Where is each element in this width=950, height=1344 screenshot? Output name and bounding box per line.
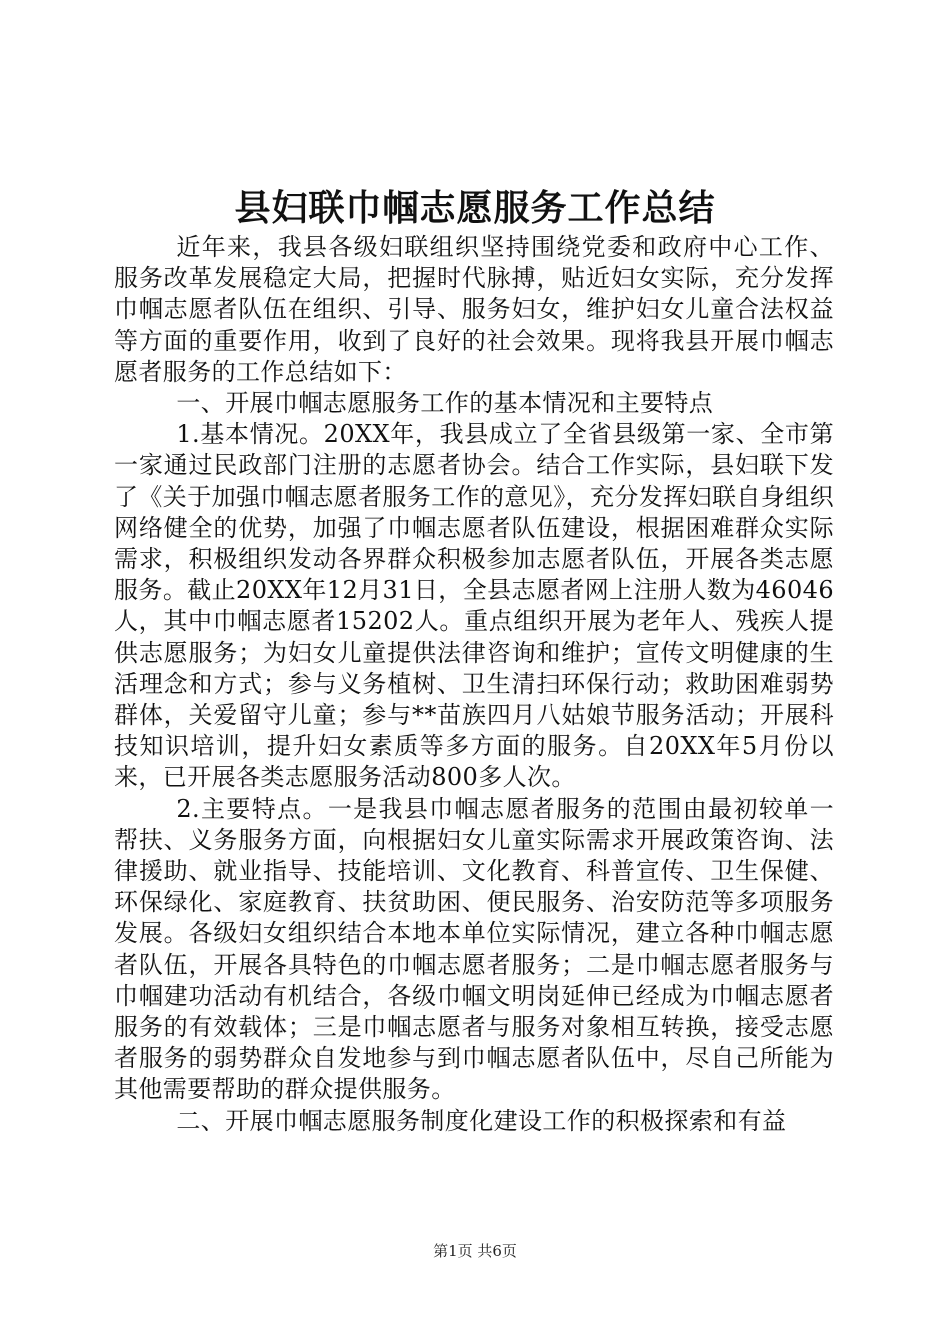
document-body	[114, 232, 834, 1137]
paragraph-main-features: 2.主要特点。一是我县巾帼志愿者服务的范围由最初较单一帮扶、义务服务方面，向根据妇女儿童实际需求开展政策咨询、法律援助、就业指导、技能培训、文化教育、科普宣传、卫生保健、环保绿化、家庭教育、扶贫助困、便民服务、治安防范等多项服务发展。各级妇女组织结合本地本单位实际情况，建立各种巾帼志愿者队伍，开展各具特色的巾帼志愿者服务；二是巾帼志愿者服务与巾帼建功活动有机结合，各级巾帼文明岗延伸已经成为巾帼志愿者服务的有效载体；三是巾帼志愿者与服务对象相互转换，接受志愿者服务的弱势群众自发地参与到巾帼志愿者队伍中，尽自己所能为其他需要帮助的群众提供服务。	[114, 794, 834, 1104]
paragraph-intro: 近年来，我县各级妇联组织坚持围绕党委和政府中心工作、服务改革发展稳定大局，把握时代脉搏，贴近妇女实际，充分发挥巾帼志愿者队伍在组织、引导、服务妇女，维护妇女儿童合法权益等方面的重要作用，收到了良好的社会效果。现将我县开展巾帼志愿者服务的工作总结如下：	[114, 233, 834, 386]
paragraph-basic-situation: 1.基本情况。20XX年，我县成立了全省县级第一家、全市第一家通过民政部门注册的志愿者协会。结合工作实际，县妇联下发了《关于加强巾帼志愿者服务工作的意见》，充分发挥妇联自身组织网络健全的优势，加强了巾帼志愿者队伍建设，根据困难群众实际需求，积极组织发动各界群众积极参加志愿者队伍，开展各类志愿服务。截止20XX年12月31日，全县志愿者网上注册人数为46046人，其中巾帼志愿者15202人。重点组织开展为老年人、残疾人提供志愿服务；为妇女儿童提供法律咨询和维护；宣传文明健康的生活理念和方式；参与义务植树、卫生清扫环保行动；救助困难弱势群体，关爱留守儿童；参与**苗族四月八姑娘节服务活动；开展科技知识培训，提升妇女素质等多方面的服务。自20XX年5月份以来，已开展各类志愿服务活动800多人次。	[114, 420, 834, 792]
page-footer: 第1页 共6页	[433, 1242, 517, 1260]
section-heading-1: 一、开展巾帼志愿服务工作的基本情况和主要特点	[176, 389, 714, 418]
document-title: 县妇联巾帼志愿服务工作总结	[234, 187, 716, 229]
section-heading-2: 二、开展巾帼志愿服务制度化建设工作的积极探索和有益	[176, 1106, 787, 1135]
